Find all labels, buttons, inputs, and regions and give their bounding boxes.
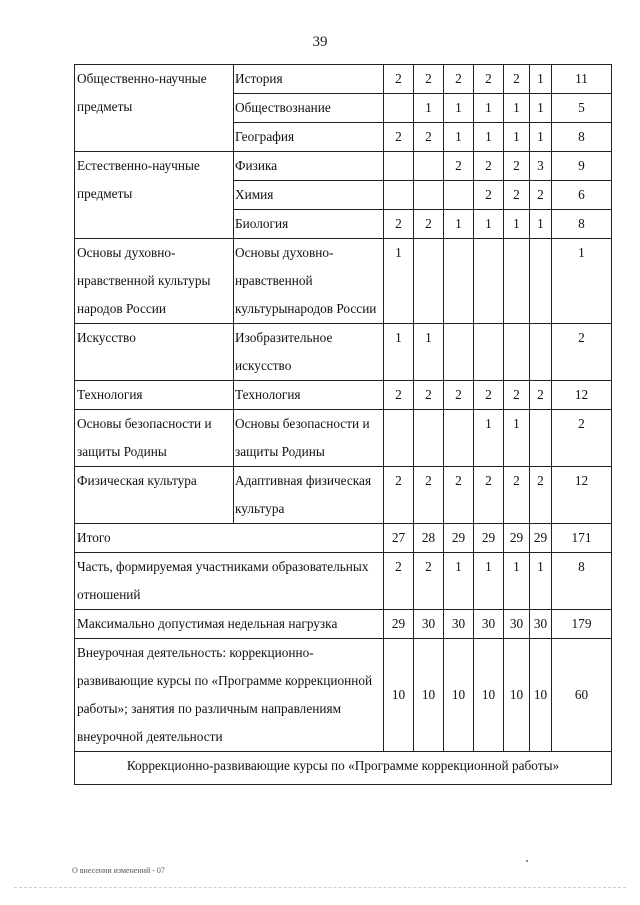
grade-9-cell: [504, 239, 530, 324]
grade-8-cell: 2: [474, 467, 504, 524]
grade-7-cell: [444, 181, 474, 210]
grade-6-cell: 2: [414, 467, 444, 524]
grade-10-cell: 1: [530, 65, 552, 94]
grade-9-cell: 2: [504, 65, 530, 94]
grade-5-cell: [384, 410, 414, 467]
table-row: [75, 324, 612, 381]
grade-6-cell: 30: [414, 610, 444, 639]
table-row: [75, 467, 612, 524]
grade-9-cell: 2: [504, 181, 530, 210]
grade-9-cell: 1: [504, 94, 530, 123]
grade-8-cell: 1: [474, 410, 504, 467]
grade-10-cell: [530, 239, 552, 324]
grade-8-cell: [474, 239, 504, 324]
grade-8-cell: 1: [474, 553, 504, 610]
table-row: [75, 65, 612, 94]
page-number: 39: [312, 34, 328, 50]
total-cell: 2: [552, 410, 612, 467]
grade-7-cell: [444, 239, 474, 324]
grade-10-cell: 1: [530, 94, 552, 123]
grade-10-cell: [530, 410, 552, 467]
subject-cell: Основы безопасности и защиты Родины: [234, 410, 384, 467]
grade-5-cell: 2: [384, 65, 414, 94]
grade-6-cell: [414, 410, 444, 467]
subject-cell: Химия: [234, 181, 384, 210]
grade-9-cell: 29: [504, 524, 530, 553]
grade-10-cell: 1: [530, 123, 552, 152]
total-cell: 8: [552, 210, 612, 239]
subject-cell: Обществознание: [234, 94, 384, 123]
grade-7-cell: 10: [444, 639, 474, 752]
grade-5-cell: [384, 94, 414, 123]
grade-7-cell: 1: [444, 123, 474, 152]
grade-7-cell: 30: [444, 610, 474, 639]
grade-6-cell: [414, 181, 444, 210]
grade-8-cell: [474, 324, 504, 381]
subject-cell: Основы духовно-нравственной культурынародов России: [234, 239, 384, 324]
grade-10-cell: [530, 324, 552, 381]
grade-9-cell: 1: [504, 553, 530, 610]
subject-area-cell: Естественно-научные предметы: [75, 152, 234, 239]
total-cell: 5: [552, 94, 612, 123]
total-cell: 179: [552, 610, 612, 639]
section-heading: Коррекционно-развивающие курсы по «Программе коррекционной работы»: [75, 752, 612, 785]
subject-area-cell: Общественно-научные предметы: [75, 65, 234, 152]
grade-6-cell: 2: [414, 553, 444, 610]
grade-8-cell: 29: [474, 524, 504, 553]
grade-6-cell: 1: [414, 324, 444, 381]
total-cell: 2: [552, 324, 612, 381]
grade-5-cell: 2: [384, 553, 414, 610]
grade-10-cell: 30: [530, 610, 552, 639]
total-cell: 171: [552, 524, 612, 553]
grade-9-cell: [504, 324, 530, 381]
grade-7-cell: 2: [444, 65, 474, 94]
grade-6-cell: 2: [414, 381, 444, 410]
scan-dot: [526, 860, 528, 862]
subject-area-cell: Искусство: [75, 324, 234, 381]
table-row: [75, 639, 612, 752]
grade-8-cell: 2: [474, 181, 504, 210]
grade-7-cell: 1: [444, 210, 474, 239]
grade-10-cell: 3: [530, 152, 552, 181]
subject-cell: Адаптивная физическая культура: [234, 467, 384, 524]
subject-area-cell: Основы духовно-нравственной культуры народов России: [75, 239, 234, 324]
subject-area-cell: Технология: [75, 381, 234, 410]
subject-area-cell: Физическая культура: [75, 467, 234, 524]
table-row: [75, 152, 612, 181]
grade-6-cell: [414, 152, 444, 181]
total-cell: 8: [552, 553, 612, 610]
subject-cell: Биология: [234, 210, 384, 239]
table-row: [75, 524, 612, 553]
grade-5-cell: 1: [384, 324, 414, 381]
total-cell: 9: [552, 152, 612, 181]
grade-5-cell: 2: [384, 467, 414, 524]
grade-6-cell: 1: [414, 94, 444, 123]
subject-area-cell: Основы безопасности и защиты Родины: [75, 410, 234, 467]
grade-10-cell: 1: [530, 553, 552, 610]
grade-5-cell: 1: [384, 239, 414, 324]
grade-6-cell: 2: [414, 65, 444, 94]
grade-8-cell: 1: [474, 123, 504, 152]
table-row: [75, 410, 612, 467]
curriculum-table: [74, 64, 612, 785]
subject-cell: Технология: [234, 381, 384, 410]
subject-cell: География: [234, 123, 384, 152]
grade-10-cell: 10: [530, 639, 552, 752]
grade-9-cell: 1: [504, 123, 530, 152]
grade-10-cell: 1: [530, 210, 552, 239]
grade-7-cell: 29: [444, 524, 474, 553]
grade-5-cell: 29: [384, 610, 414, 639]
grade-8-cell: 2: [474, 152, 504, 181]
grade-9-cell: 30: [504, 610, 530, 639]
grade-6-cell: [414, 239, 444, 324]
summary-label-cell: Итого: [75, 524, 384, 553]
grade-9-cell: 1: [504, 210, 530, 239]
grade-6-cell: 10: [414, 639, 444, 752]
grade-9-cell: 2: [504, 381, 530, 410]
grade-10-cell: 2: [530, 181, 552, 210]
grade-7-cell: [444, 410, 474, 467]
grade-9-cell: 2: [504, 467, 530, 524]
grade-7-cell: [444, 324, 474, 381]
grade-9-cell: 10: [504, 639, 530, 752]
grade-5-cell: 10: [384, 639, 414, 752]
grade-6-cell: 28: [414, 524, 444, 553]
subject-cell: Изобразительное искусство: [234, 324, 384, 381]
summary-label-cell: Часть, формируемая участниками образовательных отношений: [75, 553, 384, 610]
grade-8-cell: 1: [474, 94, 504, 123]
grade-5-cell: 2: [384, 381, 414, 410]
grade-10-cell: 29: [530, 524, 552, 553]
grade-9-cell: 2: [504, 152, 530, 181]
table-row: [75, 381, 612, 410]
total-cell: 1: [552, 239, 612, 324]
total-cell: 8: [552, 123, 612, 152]
grade-8-cell: 10: [474, 639, 504, 752]
total-cell: 12: [552, 467, 612, 524]
grade-5-cell: [384, 152, 414, 181]
grade-5-cell: 2: [384, 123, 414, 152]
grade-8-cell: 2: [474, 381, 504, 410]
footer-note: О внесении изменений - 07: [72, 866, 165, 875]
grade-5-cell: [384, 181, 414, 210]
table-row: [75, 752, 612, 785]
grade-7-cell: 1: [444, 94, 474, 123]
total-cell: 60: [552, 639, 612, 752]
summary-label-cell: Внеурочная деятельность: коррекционно-развивающие курсы по «Программе коррекционной работы»; занятия по различным направлениям внеурочной деятельности: [75, 639, 384, 752]
total-cell: 6: [552, 181, 612, 210]
grade-5-cell: 27: [384, 524, 414, 553]
grade-6-cell: 2: [414, 210, 444, 239]
grade-7-cell: 2: [444, 467, 474, 524]
scan-artifact-line: [14, 887, 626, 888]
grade-8-cell: 30: [474, 610, 504, 639]
grade-10-cell: 2: [530, 467, 552, 524]
grade-9-cell: 1: [504, 410, 530, 467]
grade-8-cell: 1: [474, 210, 504, 239]
table-row: [75, 239, 612, 324]
grade-7-cell: 2: [444, 381, 474, 410]
total-cell: 12: [552, 381, 612, 410]
grade-8-cell: 2: [474, 65, 504, 94]
table-row: [75, 610, 612, 639]
grade-5-cell: 2: [384, 210, 414, 239]
total-cell: 11: [552, 65, 612, 94]
subject-cell: История: [234, 65, 384, 94]
subject-cell: Физика: [234, 152, 384, 181]
grade-7-cell: 2: [444, 152, 474, 181]
summary-label-cell: Максимально допустимая недельная нагрузка: [75, 610, 384, 639]
grade-6-cell: 2: [414, 123, 444, 152]
grade-10-cell: 2: [530, 381, 552, 410]
grade-7-cell: 1: [444, 553, 474, 610]
table-row: [75, 553, 612, 610]
